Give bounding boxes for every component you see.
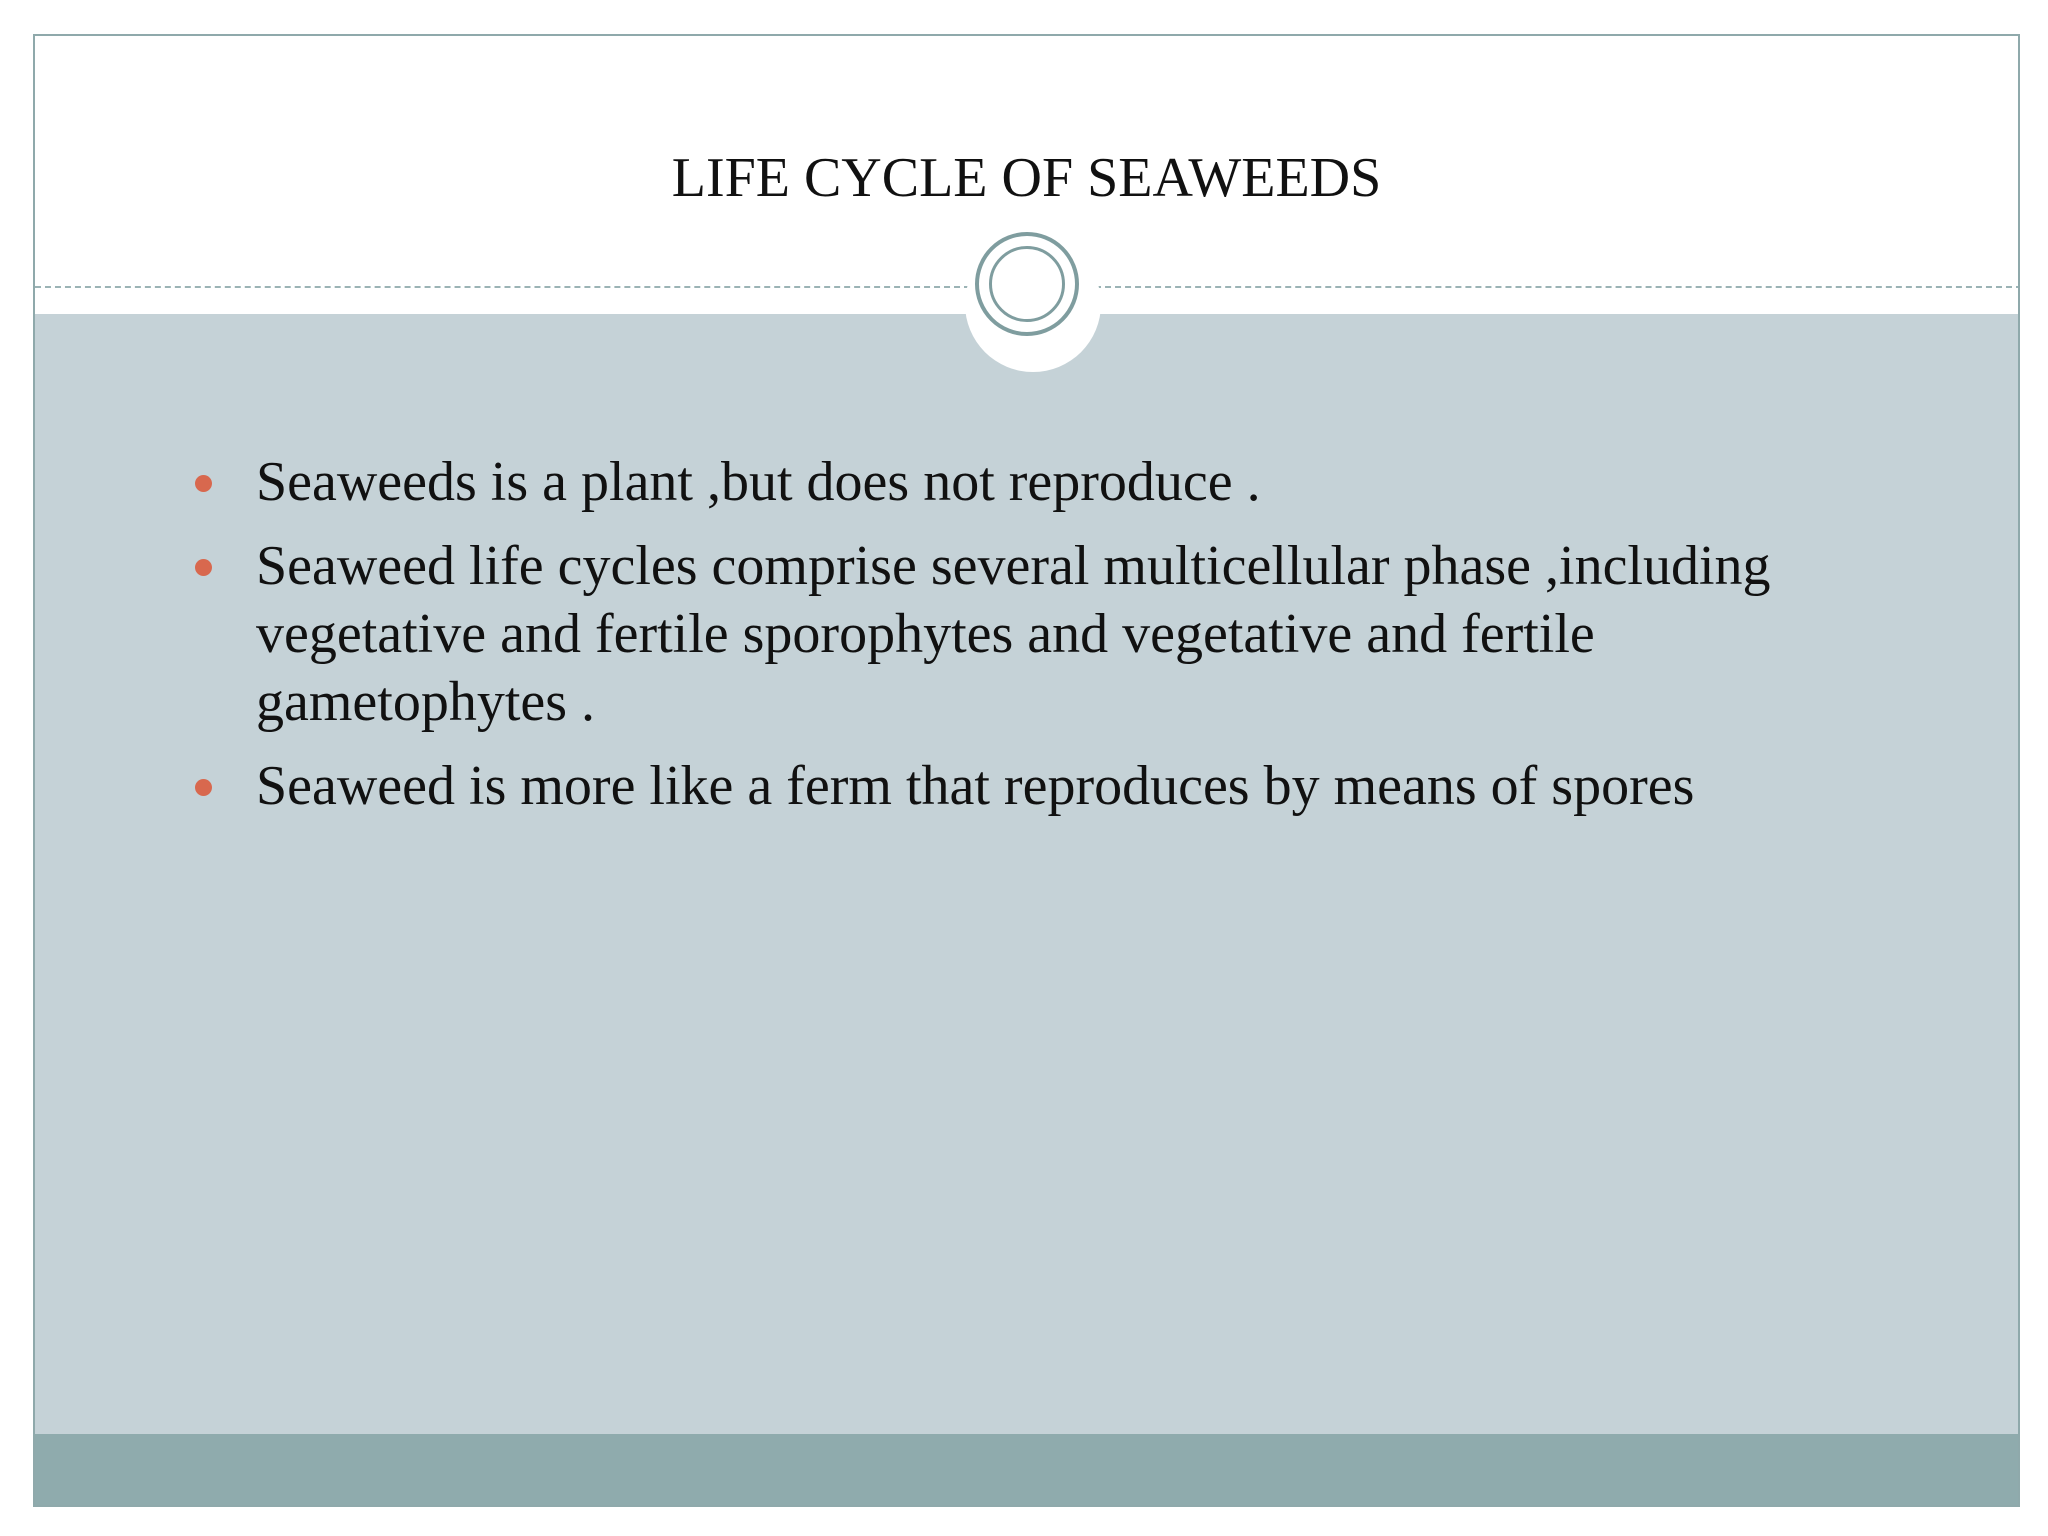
bullet-dot-icon	[195, 779, 212, 796]
bullet-text: Seaweeds is a plant ,but does not reproduce .	[256, 451, 1261, 513]
bullet-text: Seaweed is more like a ferm that reproduces by means of spores	[256, 755, 1695, 817]
circle-ornament-icon	[975, 232, 1079, 336]
bullet-dot-icon	[195, 559, 212, 576]
circle-ornament-inner-ring	[989, 246, 1065, 322]
footer-bar	[35, 1434, 2018, 1505]
slide	[33, 34, 2020, 1507]
bullet-item	[35, 448, 2018, 516]
bullet-text: Seaweed life cycles comprise several multicellular phase ,including vegetative and fertile sporophytes and vegetative and fertile gametophytes .	[256, 535, 1771, 733]
slide-title: LIFE CYCLE OF SEAWEEDS	[671, 147, 1382, 209]
header-divider-right	[1095, 286, 2020, 288]
header-divider-left	[35, 286, 970, 288]
bullet-item	[35, 532, 2018, 736]
bullet-item	[35, 752, 2018, 820]
bullet-list	[35, 448, 2018, 836]
bullet-dot-icon	[195, 475, 212, 492]
